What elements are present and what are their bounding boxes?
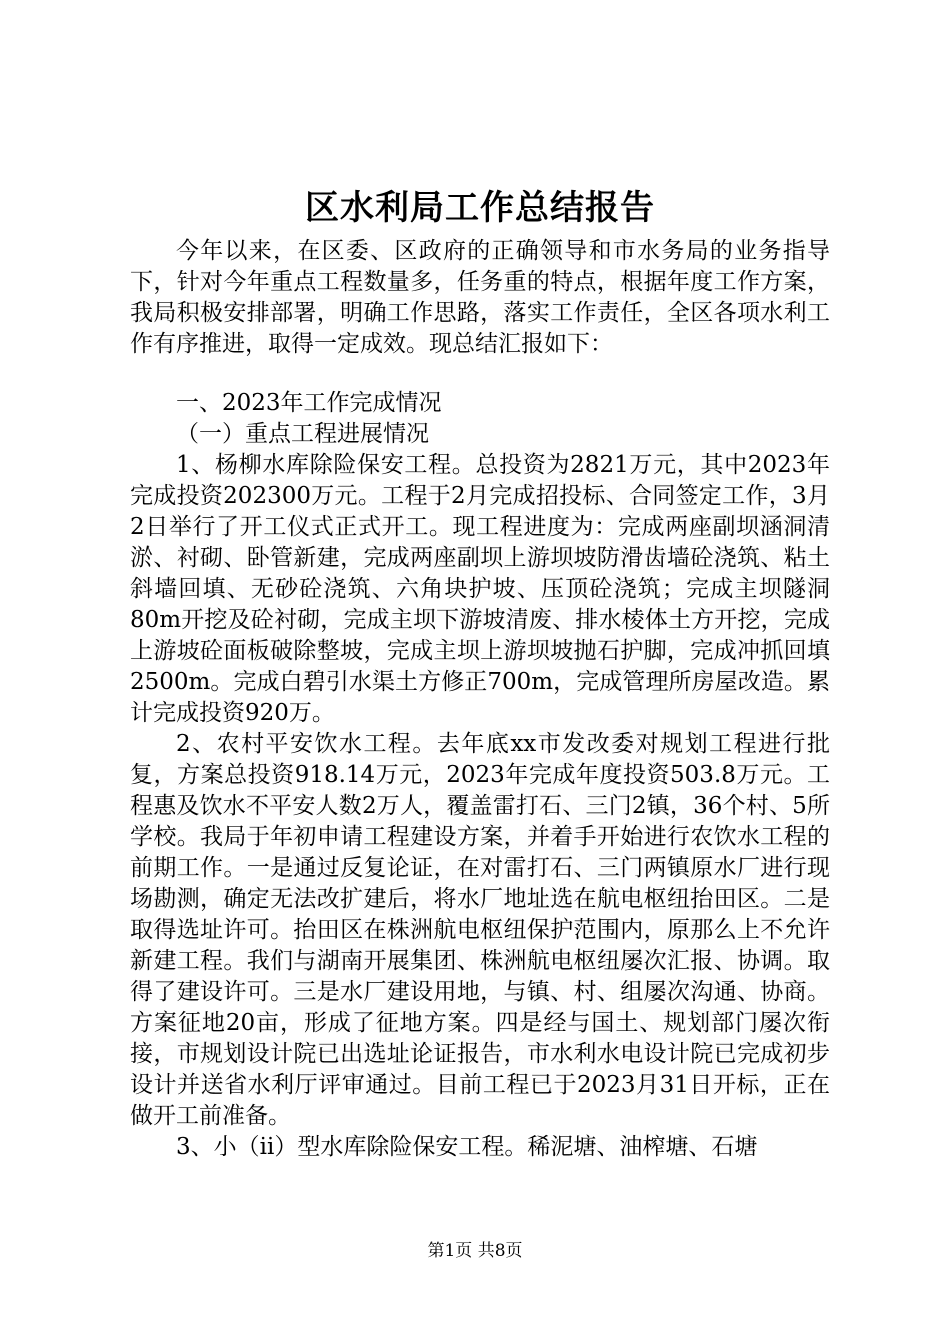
subsection-heading: （一）重点工程进展情况 (176, 421, 429, 447)
document-body (130, 180, 830, 1163)
page-footer: 第1页 共8页 (427, 1241, 523, 1261)
document-title: 区水利局工作总结报告 (305, 188, 655, 228)
intro-paragraph: 今年以来，在区委、区政府的正确领导和市水务局的业务指导下，针对今年重点工程数量多，任务重的特点，根据年度工作方案，我局积极安排部署，明确工作思路，落实工作责任，全区各项水利工作有序推进，取得一定成效。现总结汇报如下： (130, 238, 830, 357)
paragraph-item-1: 1、杨柳水库除险保安工程。总投资为2821万元，其中2023年完成投资202300万元。工程于2月完成招投标、合同签定工作，3月2日举行了开工仪式正式开工。现工程进度为：完成两座副坝涵洞清淤、衬砌、卧管新建，完成两座副坝上游坝坡防滑齿墙砼浇筑、粘土斜墙回填、无砂砼浇筑、六角块护坡、压顶砼浇筑；完成主坝隧洞80m开挖及砼衬砌，完成主坝下游坡清废、排水棱体土方开挖，完成上游坡砼面板破除整坡，完成主坝上游坝坡抛石护脚，完成冲抓回填2500m。完成白碧引水渠土方修正700m，完成管理所房屋改造。累计完成投资920万。 (130, 452, 830, 726)
section-heading: 一、2023年工作完成情况 (176, 390, 442, 416)
paragraph-item-3: 3、小（ⅱ）型水库除险保安工程。稀泥塘、油榨塘、石塘 (176, 1134, 758, 1160)
paragraph-item-2: 2、农村平安饮水工程。去年底xx市发改委对规划工程进行批复，方案总投资918.14万元，2023年完成年度投资503.8万元。工程惠及饮水不平安人数2万人，覆盖雷打石、三门2镇，36个村、5所学校。我局于年初申请工程建设方案，并着手开始进行农饮水工程的前期工作。一是通过反复论证，在对雷打石、三门两镇原水厂进行现场勘测，确定无法改扩建后，将水厂地址选在航电枢纽抬田区。二是取得选址许可。抬田区在株洲航电枢纽保护范围内，原那么上不允许新建工程。我们与湖南开展集团、株洲航电枢纽屡次汇报、协调。取得了建设许可。三是水厂建设用地，与镇、村、组屡次沟通、协商。方案征地20亩，形成了征地方案。四是经与国土、规划部门屡次衔接，市规划设计院已出选址论证报告，市水利水电设计院已完成初步设计并送省水利厅评审通过。目前工程已于2023月31日开标，正在做开工前准备。 (130, 731, 830, 1129)
